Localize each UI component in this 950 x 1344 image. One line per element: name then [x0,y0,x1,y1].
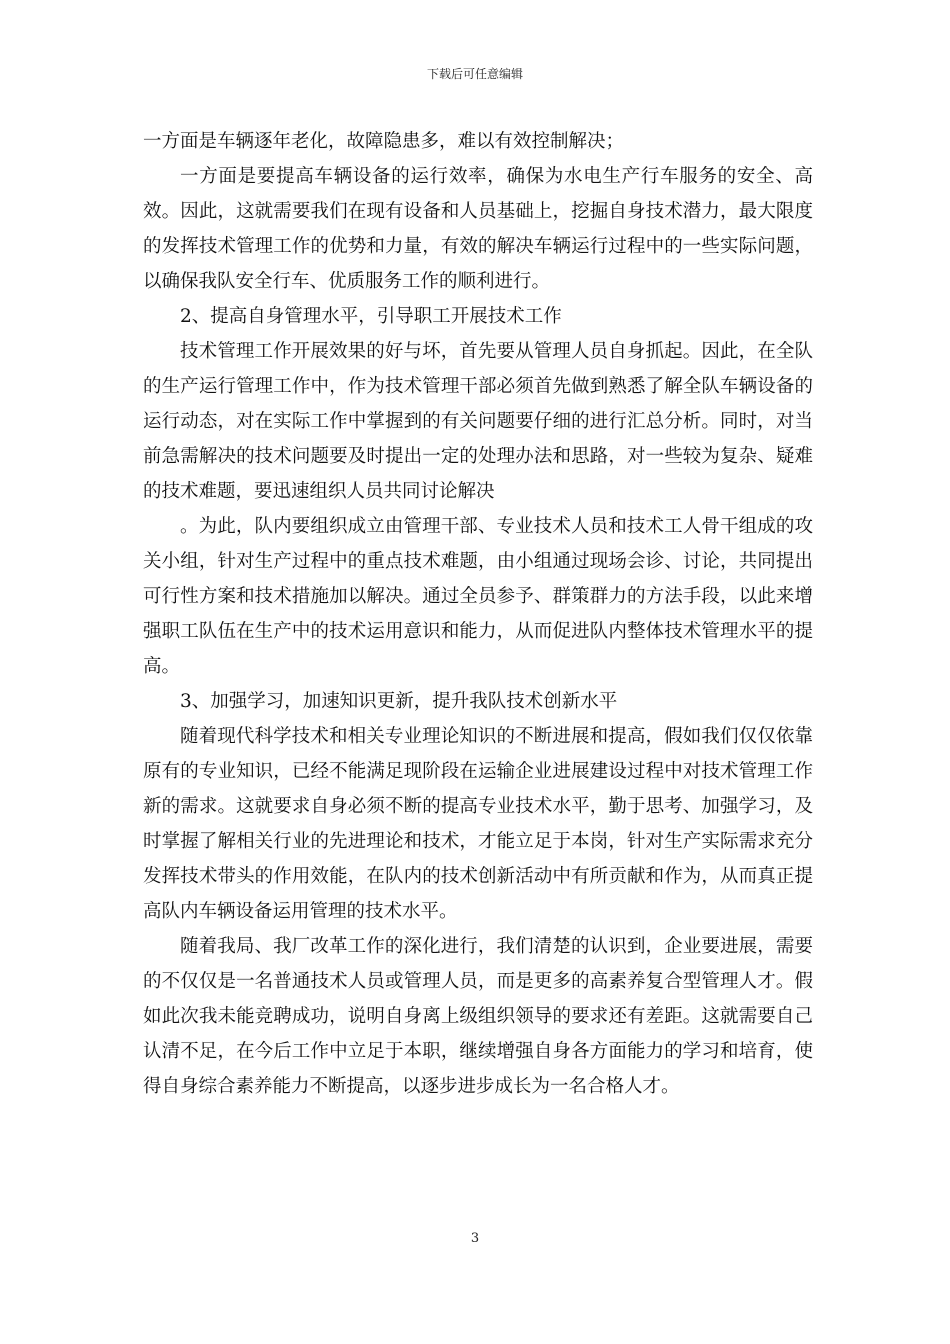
paragraph-1: 一方面是车辆逐年老化，故障隐患多，难以有效控制解决； [143,131,625,152]
section-heading-3: 3、加强学习，加速知识更新，提升我队技术创新水平 [180,691,618,712]
paragraph-4: 。为此，队内要组织成立由管理干部、专业技术人员和技术工人骨干组成的攻关小组，针对生产过程中的重点技术难题，由小组通过现场会诊、讨论，共同提出可行性方案和技术措施加以解决。通过全员参予、群策群力的方法手段，以此来增强职工队伍在生产中的技术运用意识和能力，从而促进队内整体技术管理水平的提高。 [143,516,813,677]
document-body [143,124,813,1104]
page-number: 3 [470,1231,480,1246]
paragraph-2: 一方面是要提高车辆设备的运行效率，确保为水电生产行车服务的安全、高效。因此，这就需要我们在现有设备和人员基础上，挖掘自身技术潜力，最大限度的发挥技术管理工作的优势和力量，有效的解决车辆运行过程中的一些实际问题，以确保我队安全行车、优质服务工作的顺利进行。 [143,166,813,292]
paragraph-5: 随着现代科学技术和相关专业理论知识的不断进展和提高，假如我们仅仅依靠原有的专业知识，已经不能满足现阶段在运输企业进展建设过程中对技术管理工作新的需求。这就要求自身必须不断的提高专业技术水平，勤于思考、加强学习，及时掌握了解相关行业的先进理论和技术，才能立足于本岗，针对生产实际需求充分发挥技术带头的作用效能，在队内的技术创新活动中有所贡献和作为，从而真正提高队内车辆设备运用管理的技术水平。 [143,726,813,922]
paragraph-6: 随着我局、我厂改革工作的深化进行，我们清楚的认识到，企业要进展，需要的不仅仅是一名普通技术人员或管理人员，而是更多的高素养复合型管理人才。假如此次我未能竞聘成功，说明自身离上级组织领导的要求还有差距。这就需要自己认清不足，在今后工作中立足于本职，继续增强自身各方面能力的学习和培育，使得自身综合素养能力不断提高，以逐步进步成长为一名合格人才。 [143,936,813,1097]
paragraph-3: 技术管理工作开展效果的好与坏，首先要从管理人员自身抓起。因此，在全队的生产运行管理工作中，作为技术管理干部必须首先做到熟悉了解全队车辆设备的运行动态，对在实际工作中掌握到的有关问题要仔细的进行汇总分析。同时，对当前急需解决的技术问题要及时提出一定的处理办法和思路，对一些较为复杂、疑难的技术难题，要迅速组织人员共同讨论解决 [143,341,813,502]
section-heading-2: 2、提高自身管理水平，引导职工开展技术工作 [180,306,562,327]
page-header: 下载后可任意编辑 [426,67,523,81]
